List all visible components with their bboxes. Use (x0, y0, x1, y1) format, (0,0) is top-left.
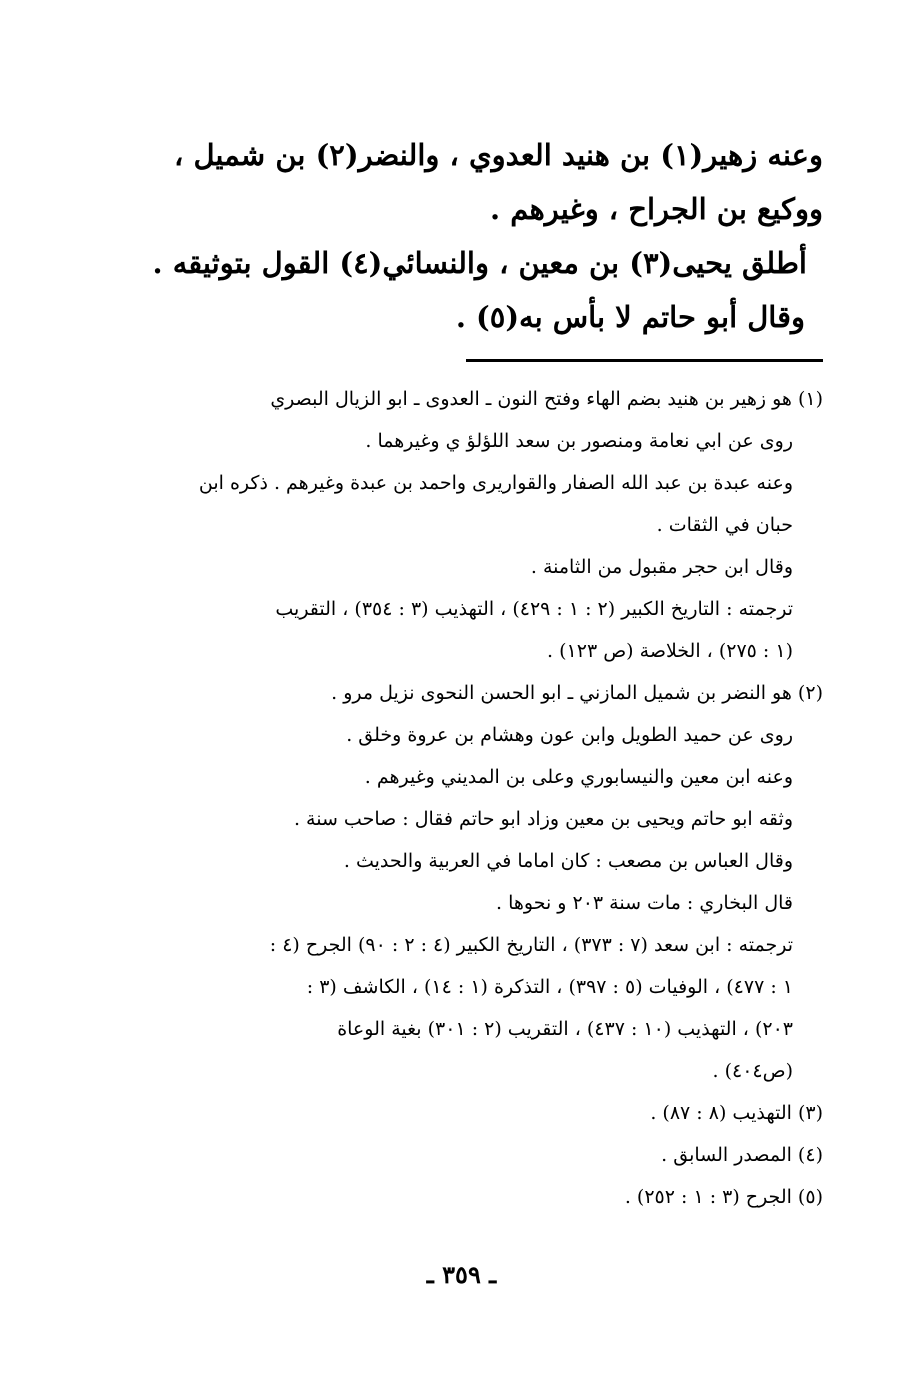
footnote-2-line-4: وثقه ابو حاتم ويحيى بن معين وزاد ابو حاتم فقال : صاحب سنة . (293, 808, 793, 830)
main-line-3: أطلق يحيى(٣) بن معين ، والنسائي(٤) القول بتوثيقه . (152, 246, 807, 280)
footnote-1-line-7: (١ : ٢٧٥) ، الخلاصة (ص ١٢٣) . (547, 640, 793, 662)
footnote-3: (٣) التهذيب (٨ : ٨٧) . (650, 1102, 823, 1124)
footnote-1-line-4: حبان في الثقات . (656, 514, 793, 536)
footnote-2 (118, 672, 823, 1092)
footnote-2-line-5: وقال العباس بن مصعب : كان اماما في العربية والحديث . (343, 850, 793, 872)
footnote-1 (118, 378, 823, 672)
main-line-1: وعنه زهير(١) بن هنيد العدوي ، والنضر(٢) بن شميل ، (174, 138, 823, 172)
footnote-separator (466, 359, 823, 362)
main-line-2: ووكيع بن الجراح ، وغيرهم . (490, 192, 823, 226)
footnote-2-line-2: روى عن حميد الطويل وابن عون وهشام بن عروة وخلق . (346, 724, 793, 746)
page-number: ـ ٣٥٩ ـ (426, 1260, 497, 1289)
footnotes (118, 378, 823, 1218)
footnote-2-line-6: قال البخاري : مات سنة ٢٠٣ و نحوها . (495, 892, 793, 914)
footnote-4: (٤) المصدر السابق . (661, 1144, 823, 1166)
footnote-5: (٥) الجرح (٣ : ١ : ٢٥٢) . (624, 1186, 823, 1208)
footnote-2-line-9: ٢٠٣) ، التهذيب (١٠ : ٤٣٧) ، التقريب (٢ : ٣٠١) بغية الوعاة (337, 1018, 793, 1040)
footnote-1-line-2: روى عن ابي نعامة ومنصور بن سعد اللؤلؤ ي وغيرهما . (365, 430, 793, 452)
footnote-1-line-6: ترجمته : التاريخ الكبير (٢ : ١ : ٤٢٩) ، التهذيب (٣ : ٣٥٤) ، التقريب (275, 598, 793, 620)
footnote-1-line-3: وعنه عبدة بن عبد الله الصفار والقواريرى واحمد بن عبدة وغيرهم . ذكره ابن (198, 472, 793, 494)
footnote-2-line-10: (ص٤٠٤) . (712, 1060, 793, 1082)
main-text (93, 128, 823, 344)
footnote-1-line-5: وقال ابن حجر مقبول من الثامنة . (530, 556, 793, 578)
footnote-1-line-1: (١) هو زهير بن هنيد بضم الهاء وفتح النون ـ العدوى ـ ابو الزيال البصري (270, 388, 823, 410)
footnote-2-line-3: وعنه ابن معين والنيسابوري وعلى بن المديني وغيرهم . (364, 766, 793, 788)
main-line-4: وقال أبو حاتم لا بأس به(٥) . (455, 300, 805, 334)
footnote-2-line-7: ترجمته : ابن سعد (٧ : ٣٧٣) ، التاريخ الكبير (٤ : ٢ : ٩٠) الجرح (٤ : (269, 934, 793, 956)
footnote-2-line-8: ١ : ٤٧٧) ، الوفيات (٥ : ٣٩٧) ، التذكرة (١ : ١٤) ، الكاشف (٣ : (306, 976, 793, 998)
footnote-2-line-1: (٢) هو النضر بن شميل المازني ـ ابو الحسن النحوى نزيل مرو . (331, 682, 823, 704)
